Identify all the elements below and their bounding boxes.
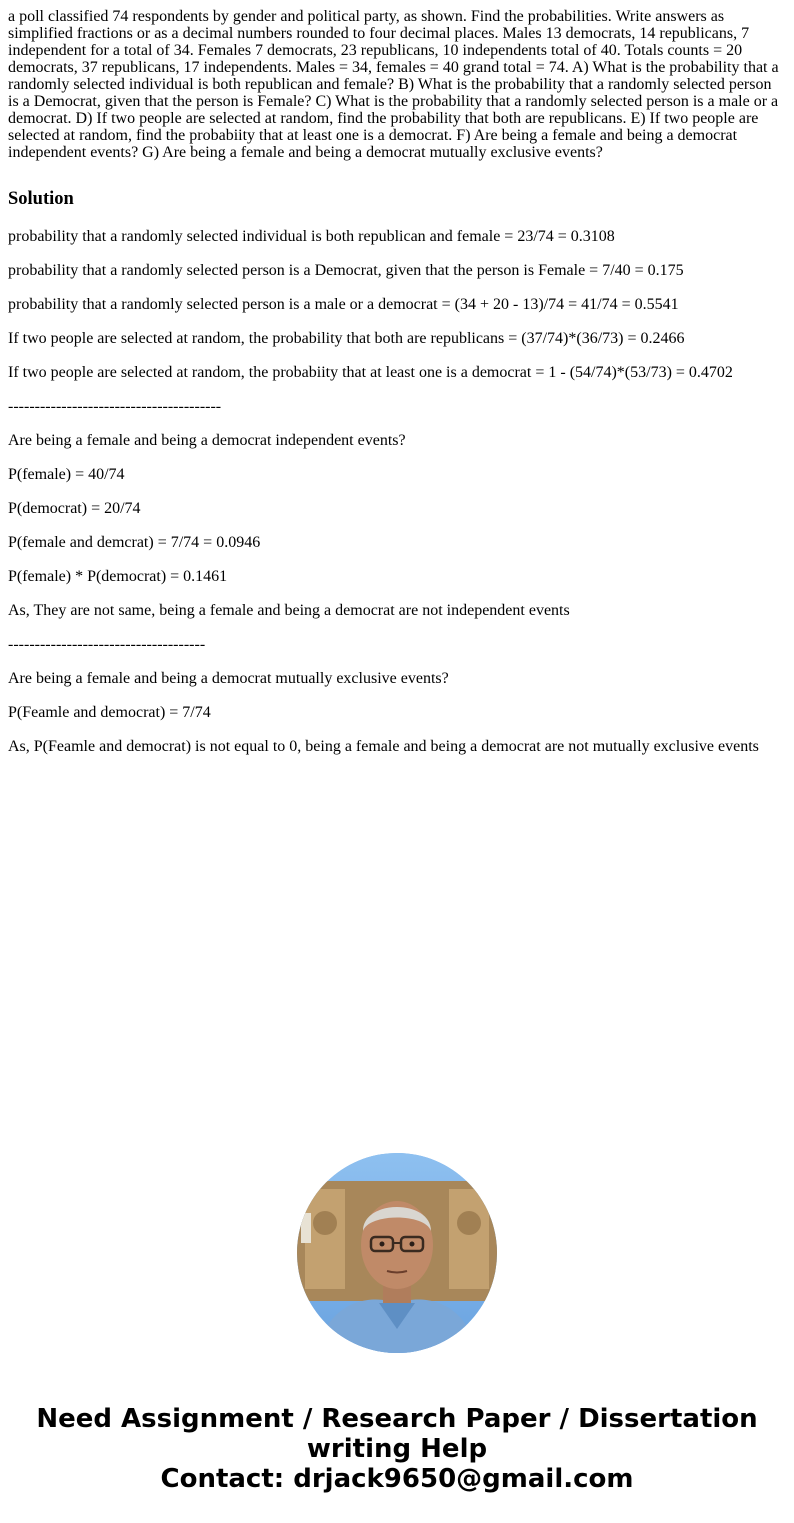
- footer-contact: Contact: drjack9650@gmail.com: [160, 1464, 634, 1494]
- independence-question: Are being a female and being a democrat independent events?: [8, 432, 406, 449]
- answer-c: probability that a randomly selected person is a male or a democrat = (34 + 20 - 13)/74 = 41/74 = 0.5541: [8, 296, 679, 313]
- portrait-image: [297, 1153, 497, 1353]
- divider-line: -------------------------------------: [8, 636, 206, 653]
- p-female-and-democrat-2: P(Feamle and democrat) = 7/74: [8, 704, 211, 721]
- footer-line-2: writing Help: [306, 1434, 488, 1464]
- answer-e: If two people are selected at random, the probabiity that at least one is a democrat = 1 - (54/74)*(53/73) = 0.4702: [8, 364, 733, 381]
- question-text: a poll classified 74 respondents by gender and political party, as shown. Find the probabilities. Write answers as simplified fractions or as a decimal numbers rounded to four decimal places. Males 13 democrats, 14 republicans, 7 independent for a total of 34. Females 7 democrats, 23 republicans, 10 independents total of 40. Totals counts = 20 democrats, 37 republicans, 17 independents. Males = 34, females = 40 grand total = 74. A) What is the probability that a randomly selected individual is both republican and female? B) What is the probability that a randomly selected person is a Democrat, given that the person is Female? C) What is the probability that a randomly selected person is a male or a democrat. D) If two people are selected at random, find the probability that both are republicans. E) If two people are selected at random, find the probabiity that at least one is a democrat. F) Are being a female and being a democrat independent events? G) Are being a female and being a democrat mutually exclusive events?: [8, 8, 779, 161]
- p-female: P(female) = 40/74: [8, 466, 125, 483]
- divider-line: ----------------------------------------: [8, 398, 222, 415]
- footer-line-1: Need Assignment / Research Paper / Dissertation: [36, 1404, 758, 1434]
- p-female-and-democrat: P(female and demcrat) = 7/74 = 0.0946: [8, 534, 261, 551]
- solution-heading: Solution: [8, 189, 74, 209]
- p-democrat: P(democrat) = 20/74: [8, 500, 141, 517]
- answer-d: If two people are selected at random, the probability that both are republicans = (37/74)*(36/73) = 0.2466: [8, 330, 685, 347]
- answer-a: probability that a randomly selected individual is both republican and female = 23/74 = 0.3108: [8, 228, 615, 245]
- author-avatar: [297, 1153, 497, 1353]
- exclusivity-conclusion: As, P(Feamle and democrat) is not equal to 0, being a female and being a democrat are not mutually exclusive events: [8, 738, 759, 755]
- exclusivity-question: Are being a female and being a democrat mutually exclusive events?: [8, 670, 449, 687]
- footer-banner: [0, 1404, 794, 1494]
- p-female-times-democrat: P(female) * P(democrat) = 0.1461: [8, 568, 228, 585]
- independence-conclusion: As, They are not same, being a female and being a democrat are not independent events: [8, 602, 570, 619]
- document-body: [8, 8, 786, 755]
- answer-b: probability that a randomly selected person is a Democrat, given that the person is Female = 7/40 = 0.175: [8, 262, 684, 279]
- solution-answers: [8, 228, 786, 772]
